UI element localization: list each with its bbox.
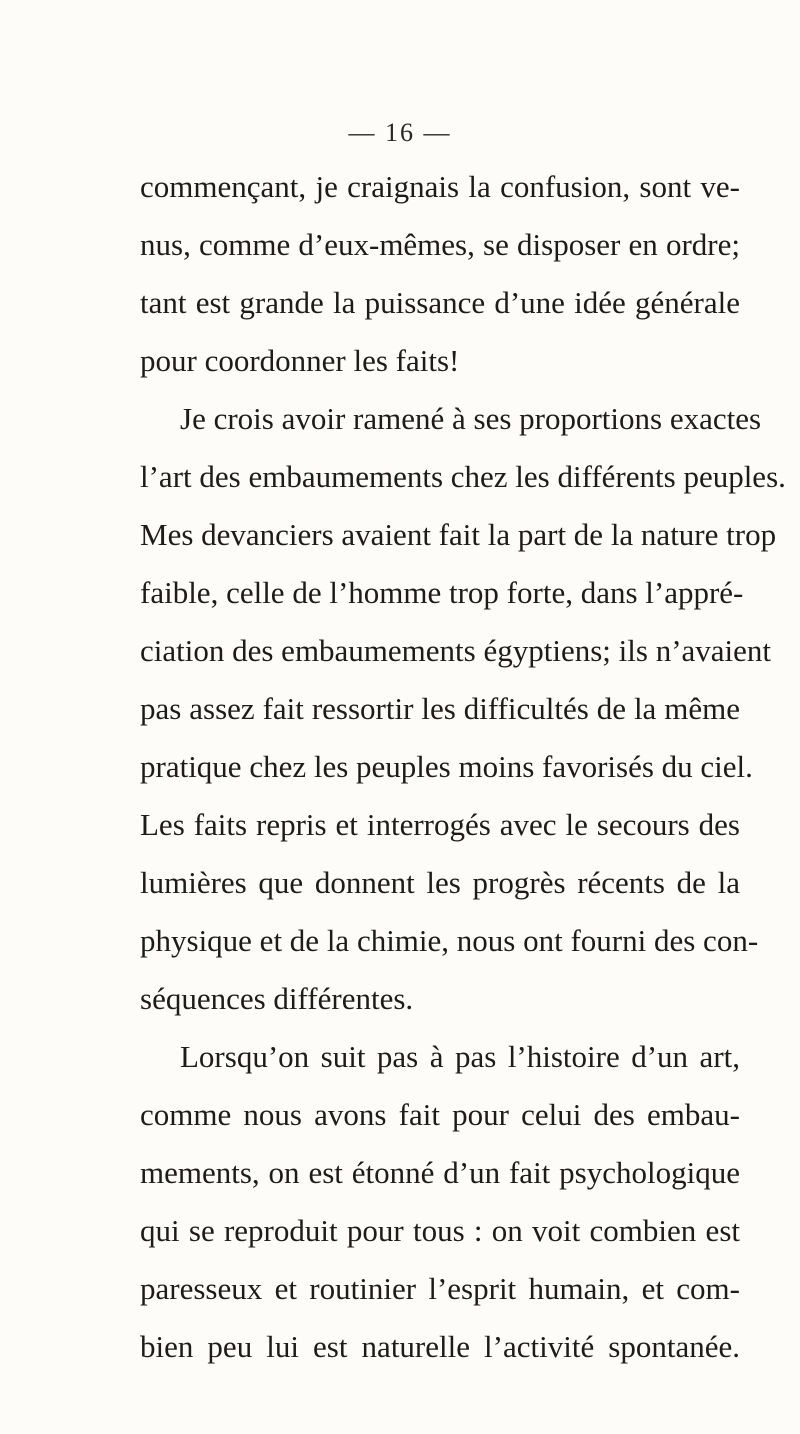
paragraph-start-line: Lorsqu’on suit pas à pas l’histoire d’un art, <box>180 1039 740 1074</box>
text-line: pas assez fait ressortir les difficultés de la même <box>140 691 740 726</box>
text-line: paresseux et routinier l’esprit humain, et com- <box>140 1271 740 1306</box>
text-line: physique et de la chimie, nous ont fourni des con- <box>140 923 759 958</box>
paragraph-start-line: Je crois avoir ramené à ses proportions exactes <box>180 401 762 436</box>
text-line: Mes devanciers avaient fait la part de la nature trop <box>140 517 777 552</box>
text-line: ciation des embaumements égyptiens; ils n’avaient <box>140 633 772 668</box>
text-line: pour coordonner les faits! <box>140 343 460 378</box>
text-line: faible, celle de l’homme trop forte, dans l’appré- <box>140 575 744 610</box>
body-text <box>140 158 786 1376</box>
text-line: Les faits repris et interrogés avec le secours des <box>140 807 740 842</box>
text-line: pratique chez les peuples moins favorisés du ciel. <box>140 749 753 784</box>
text-line: bien peu lui est naturelle l’activité spontanée. <box>140 1329 740 1364</box>
text-line: mements, on est étonné d’un fait psychologique <box>140 1155 740 1190</box>
text-line: comme nous avons fait pour celui des embau- <box>140 1097 740 1132</box>
text-line: tant est grande la puissance d’une idée générale <box>140 285 740 320</box>
text-line: nus, comme d’eux-mêmes, se disposer en ordre; <box>140 227 740 262</box>
text-line: séquences différentes. <box>140 981 414 1016</box>
text-line: l’art des embaumements chez les différents peuples. <box>140 459 786 494</box>
page-number: — 16 — <box>348 118 452 147</box>
text-line: lumières que donnent les progrès récents de la <box>140 865 740 900</box>
text-line: commençant, je craignais la confusion, sont ve- <box>140 169 740 204</box>
text-line: qui se reproduit pour tous : on voit combien est <box>140 1213 740 1248</box>
